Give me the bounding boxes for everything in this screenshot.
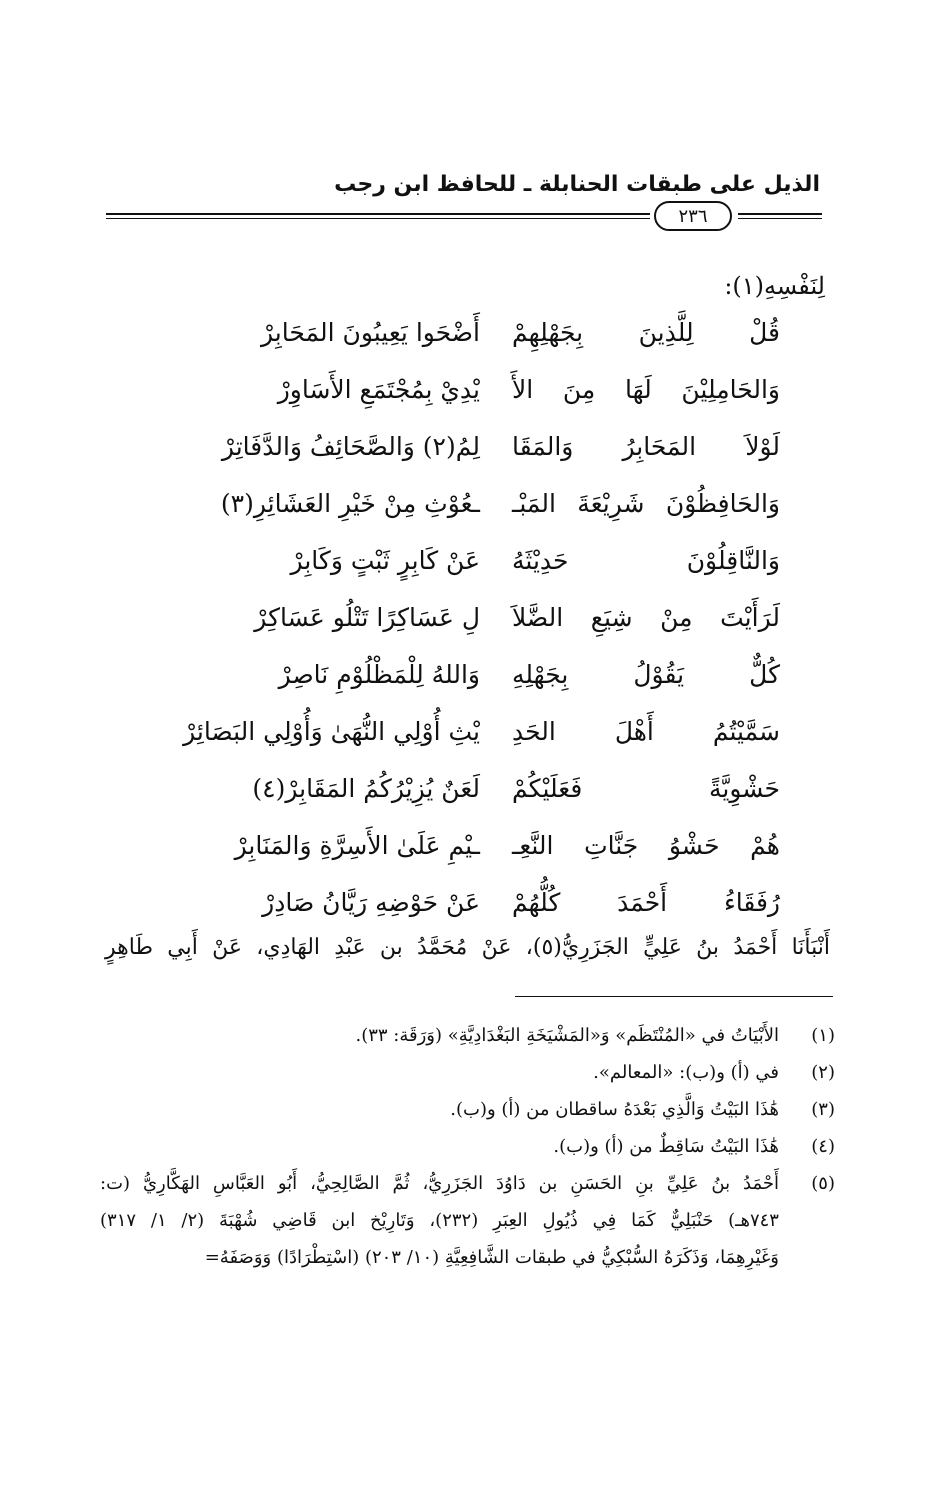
verse-second-hemistich: أَضْحَوا يَعِيبُونَ المَحَابِرْ: [261, 318, 480, 347]
footnote-number: (٢): [811, 1062, 835, 1083]
poem-verse: [180, 489, 780, 543]
footnote-number: (٥): [811, 1173, 835, 1194]
verse-first-hemistich: لَوْلاَ المَحَابِرُ وَالمَقَا: [512, 432, 780, 461]
footnote-number: (٣): [811, 1099, 835, 1120]
footnote-number: (٤): [811, 1136, 835, 1157]
verse-second-hemistich: وَاللهُ لِلْمَظْلُوْمِ نَاصِرْ: [278, 660, 480, 689]
verse-second-hemistich: ـعُوْثِ مِنْ خَيْرِ العَشَائِرِ(٣): [220, 489, 480, 518]
verse-first-hemistich: حَشْوِيَّةً فَعَلَيْكُمْ: [512, 774, 780, 803]
intro-text: لِنَفْسِهِ(١):: [724, 272, 825, 300]
verse-second-hemistich: عَنْ حَوْضِهِ رَيَّانُ صَادِرْ: [262, 888, 480, 917]
poem-verse: [180, 717, 780, 771]
verse-first-hemistich: سَمَّيْتُمُ أَهْلَ الحَدِ: [512, 717, 780, 746]
body-text-line: أَنْبَأَنَا أَحْمَدُ بنُ عَلِيٍّ الجَزَرِيُّ(٥)، عَنْ مُحَمَّدُ بن عَبْدِ الهَادِي، عَنْ أَبِي طَاهِرٍ: [105, 935, 830, 960]
verse-second-hemistich: يْدِيْ بِمُجْتَمَعِ الأَسَاوِرْ: [277, 375, 480, 404]
verse-second-hemistich: يْثِ أُوْلِي النُّهَىٰ وَأُوْلِي البَصَائِرْ: [183, 717, 480, 746]
verse-first-hemistich: وَالحَامِلِيْنَ لَهَا مِنَ الأَ: [512, 375, 780, 404]
verse-first-hemistich: قُلْ لِلَّذِينَ بِجَهْلِهِمْ: [512, 318, 780, 347]
poem-verse: [180, 660, 780, 714]
verse-first-hemistich: كُلٌّ يَقُوْلُ بِجَهْلِهِ: [512, 660, 780, 689]
verse-first-hemistich: وَالحَافِظُوْنَ شَرِيْعَةَ المَبْـ: [512, 489, 780, 518]
verse-second-hemistich: لِمُ(٢) وَالصَّحَائِفُ وَالدَّفَاتِرْ: [221, 432, 480, 461]
verse-first-hemistich: رُفَقَاءُ أَحْمَدَ كُلُّهُمْ: [512, 888, 780, 917]
running-header-title: الذيل على طبقات الحنابلة ـ للحافظ ابن رجب: [334, 172, 820, 197]
verse-second-hemistich: ـيْمِ عَلَىٰ الأَسِرَّةِ وَالمَنَابِرْ: [234, 831, 480, 860]
poem-verse: [180, 831, 780, 885]
verse-first-hemistich: وَالنَّاقِلُوْنَ حَدِيْثَهُ: [512, 546, 780, 575]
poem-verse: [180, 318, 780, 372]
poem-verse: [180, 432, 780, 486]
poem-verse: [180, 603, 780, 657]
verse-second-hemistich: عَنْ كَابِرٍ ثَبْتٍ وَكَابِرْ: [290, 546, 480, 575]
footnote-text-line: ٧٤٣هـ) حَنْبَلِيٌّ كَمَا فِي ذُيُولِ العِبَرِ (٢٣٢)، وَتَارِيْخ ابن قَاضِي شُهْبَةَ (٢/ ١/ ٣١٧): [100, 1210, 779, 1231]
poem-verse: [180, 375, 780, 429]
verse-second-hemistich: لَعَنٌ يُزِيْرُكُمُ المَقَابِرْ(٤): [252, 774, 480, 803]
footnote-text-line: وَغَيْرِهِمَا، وَذَكَرَهُ السُّبْكِيُّ في طبقات الشَّافِعِيَّةِ (١٠/ ٢٠٣) (اسْتِطْرَادًا) وَوَصَفَهُ=: [204, 1247, 779, 1268]
header-rule-right: [738, 213, 822, 219]
footnote-text: الأَبْيَاتُ في «المُنْتَظَم» وَ«المَشْيَخَةِ البَغْدَادِيَّةِ» (وَرَقَة: ٣٣).: [355, 1025, 779, 1046]
page-number: ٢٣٦: [654, 201, 732, 231]
footnote-text: هَٰذَا البَيْتُ سَاقِطٌ من (أ) و(ب).: [553, 1136, 779, 1157]
header-rule-left: [106, 213, 650, 219]
footnote-separator: [515, 996, 833, 997]
verse-second-hemistich: لِ عَسَاكِرًا تَتْلُو عَسَاكِرْ: [254, 603, 480, 632]
poem-verse: [180, 546, 780, 600]
poem-verse: [180, 774, 780, 828]
verse-first-hemistich: هُمْ حَشْوُ جَنَّاتِ النَّعِـ: [512, 831, 780, 860]
footnote-number: (١): [811, 1025, 835, 1046]
footnote-text: هَٰذَا البَيْتُ وَالَّذِي بَعْدَهُ ساقطان من (أ) و(ب).: [450, 1099, 779, 1120]
verse-first-hemistich: لَرَأَيْتَ مِنْ شِيَعِ الضَّلاَ: [512, 603, 780, 632]
footnote-text-line: أَحْمَدُ بنُ عَلِيِّ بنِ الحَسَنِ بن دَاوُدَ الجَزَرِيُّ، ثُمَّ الصَّالِحِيُّ، أَبُو العَبَّاسِ الهَكَّارِيُّ (ت:: [100, 1173, 779, 1194]
footnote-text: في (أ) و(ب): «المعالم».: [593, 1062, 779, 1083]
poem-verse: [180, 888, 780, 942]
